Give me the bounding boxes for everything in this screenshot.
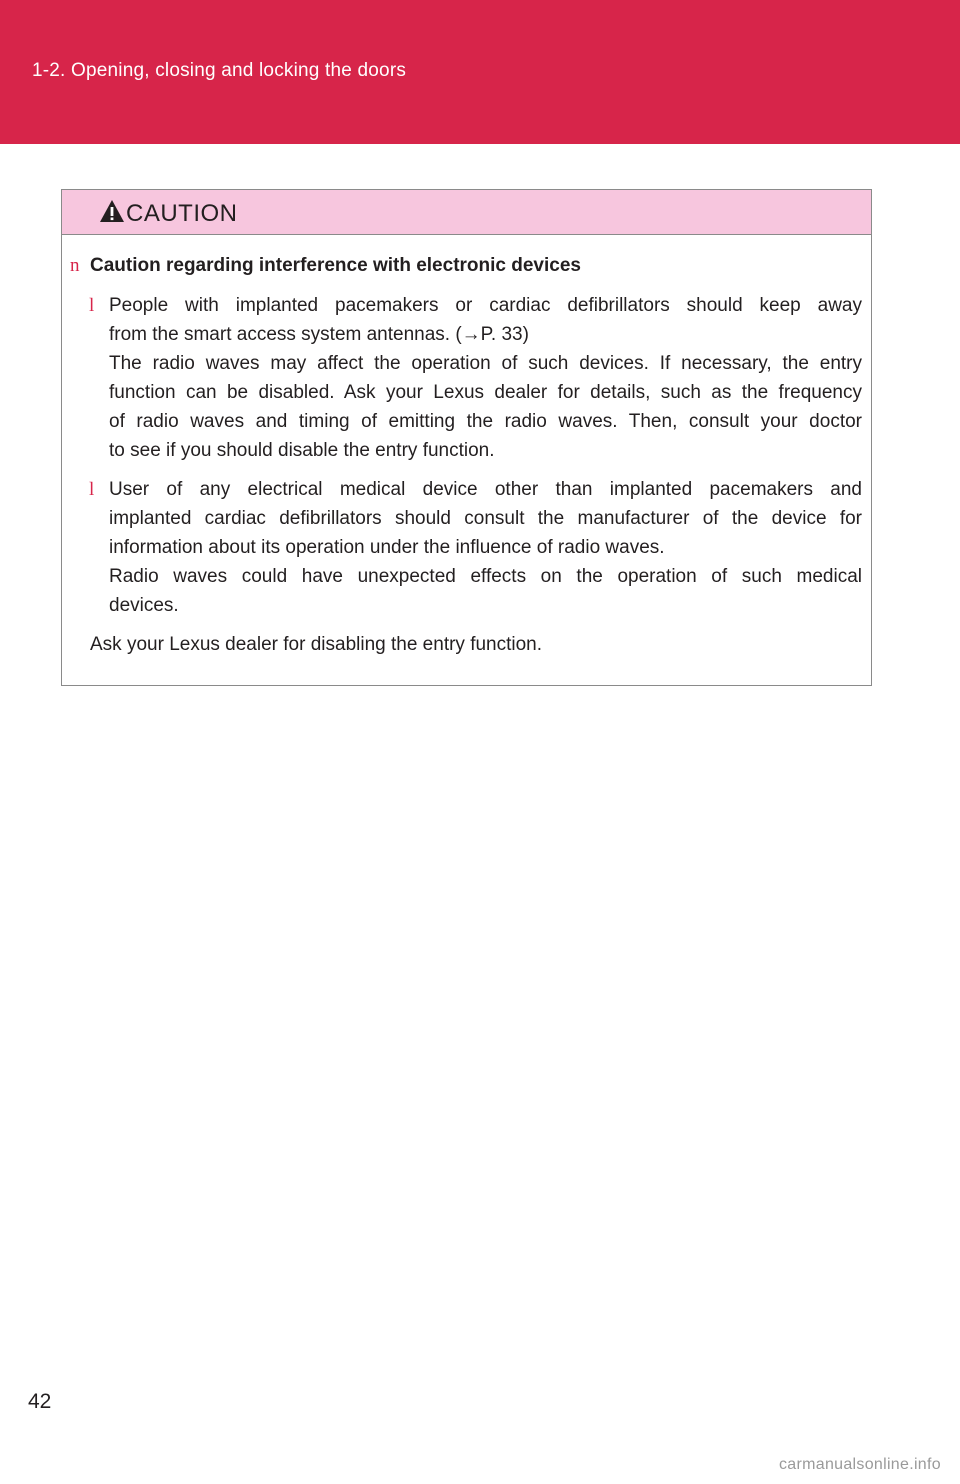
item-paragraph-1 [109,291,862,465]
header-band [0,0,960,144]
paragraph-line: implanted cardiac defibrillators should consult the manufacturer of the device for [109,508,862,529]
caution-header [62,190,871,235]
paragraph-line: devices. [109,595,179,616]
caution-heading [70,255,581,277]
paragraph-line: of radio waves and timing of emitting the radio waves. Then, consult your doctor [109,411,862,432]
paragraph-line: The radio waves may affect the operation of such devices. If necessary, the entry [109,353,862,374]
paragraph-line: User of any electrical medical device other than implanted pacemakers and [109,479,862,500]
paragraph-line: function can be disabled. Ask your Lexus dealer for details, such as the frequency [109,382,862,403]
watermark: carmanualsonline.info [779,1456,941,1473]
paragraph-line: Radio waves could have unexpected effects on the operation of such medical [109,566,862,587]
caution-label: CAUTION [126,200,238,227]
heading-text: Caution regarding interference with electronic devices [90,255,581,276]
paragraph-line: from the smart access system antennas. (→P. 33) [109,324,529,345]
section-title: 1-2. Opening, closing and locking the doors [32,60,407,81]
paragraph-line: People with implanted pacemakers or cardiac defibrillators should keep away [109,295,862,316]
item-paragraph-2 [109,475,862,620]
paragraph-line: to see if you should disable the entry function. [109,440,495,461]
page-number: 42 [28,1390,52,1413]
item-bullet-1: l [89,295,95,316]
item-bullet-2: l [89,479,95,500]
paragraph-line: information about its operation under the influence of radio waves. [109,537,665,558]
caution-box [61,189,872,686]
warning-triangle-icon [99,199,125,223]
heading-bullet: n [70,255,80,276]
caution-footer-note: Ask your Lexus dealer for disabling the entry function. [90,634,543,655]
